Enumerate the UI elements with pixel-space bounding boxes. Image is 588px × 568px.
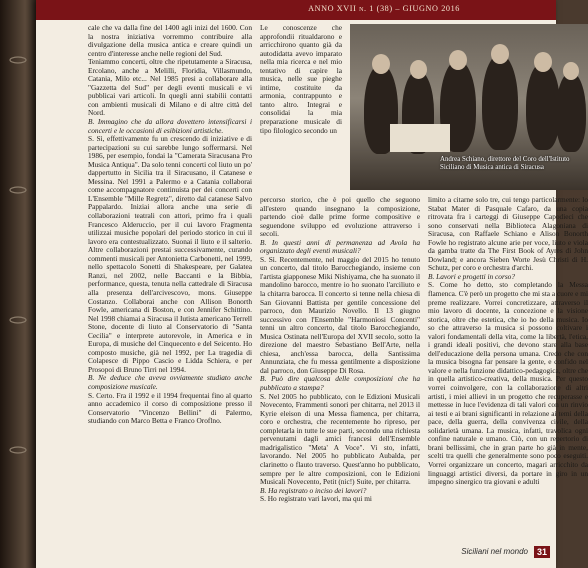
music-score-sheet [390, 124, 450, 152]
text-column-2 [260, 196, 420, 504]
text-column-2-top [260, 24, 342, 135]
magazine-page [36, 0, 588, 568]
page-header [36, 0, 556, 20]
choir-member-face [410, 60, 427, 79]
paragraph: S. Sì, effettivamente fu un crescendo di iniziative e di partecipazioni su cui sarebbe lungo soffermarsi. Nel 1986, per esempio, fondai la "Camerata Siracusana Pro Musica Antiqua". Da solo tenni concerti col liuto un po' dappertutto in Sicilia tra il Siracusano, il Catanese e Messina. Nel 1991 a Palermo e a Catania collaborai come accompagnatore continuista per dei concerti con L'Ensemble "Mille Regretz", diretto dal catanese Salvo Pappalardo. Iniziai allora anche una serie di collaborazioni teatrali con attori, primo fra i quali Francesco Alderuccio, per il cui lavoro Fragmenta utilizzai musiche popolari del periodo storico in cui il lavoro era contestualizzato. Suonai il liuto e il salterio. Altre collaborazioni prestai successivamente, curando commenti musicali per Antonietta Carbonetti, nel 1999, nello spettacolo Sonetti di Shakespeare, per Galatea Ranzi, nel 2002, nelle Baccanti e la Bibbia, performance, questa, tenuta nella cattedrale di Siracusa alla presenza dell'arcivescovo, mons. Giuseppe Costanzo. Collaborai anche con Allison Bonorth Fowle, americana di Boston, e con Jennifer Schittino. Nel 1998 chiamai a Siracusa il Iutista americano Terrell Stone, docente di liuto al Conservatorio di "Santa Cecilia" e interprete autorevole, in America e in Europa, di musiche del Cinquecento e del Seicento. Ho composto musiche, già nel 1992, per La tragedia di Colapesce di Pippo Cascio e Lidda Schiera, e per Prosopoi di Bruno Tirri nel 1994. [88, 134, 252, 374]
paragraph: cale che va dalla fine del 1400 agli inizi del 1600. Con la nostra iniziativa vorremmo contribuire alla divulgazione della musica antica e creare quindi un centro d'interesse anche nelle regioni del Sud. [88, 23, 252, 58]
choir-member-face [534, 52, 552, 72]
choir-member [556, 72, 586, 152]
interview-question: B. In questi anni di permanenza ad Avola ha organizzato degli eventi musicali? [260, 237, 420, 256]
paragraph: limito a citarne solo tre, cui tengo particolarmente: lo Stabat Mater di Pasquale Cafaro, da una copia ritrovata fra i carteggi di Giuseppe Capodieci che sono conservati nella Biblioteca Alagoniana di Siracusa, con Raffaele Schiano e Alison Bonorth Fowle ho registrato alcune arie per voce, liuto e viola da gamba tratte da The First Book of Ayres di John Dowland; e ancora Sieben Worte Jesù Christi di H. Schutz, per coro e orchestra d'archi. [428, 195, 588, 273]
photo-caption: Andrea Schiano, direttore del Coro dell'Istituto Siciliano di Musica antica di Siracusa [440, 156, 570, 172]
choir-member [482, 54, 518, 150]
choir-member-face [491, 44, 509, 64]
interview-question: B. Può dire qualcosa delle composizioni che ha pubblicato a stampa? [260, 374, 420, 393]
paragraph: S. Certo. Fra il 1992 e il 1994 frequentai fino al quarto anno accademico il corso di composizione presso il Conservatorio "Vincenzo Bellini" di Palermo, studiando con Marco Betta e Franco Oroflno. [88, 390, 252, 426]
paragraph: Le conoscenze che approfondii ritualdarono e arricchirono quanto già da autodidatta avevo imparato nella mia ricerca e nel mio tentativo di capire la musica, nelle sue pieghe intime, costituite da armonia, contrappunto e tanto altro. Integrai e consolidai la mia preparazione musicale di tipo filologico secondo un [260, 23, 342, 135]
paragraph: S. Nel 2005 ho pubblicato, con le Edizioni Musicali Novecento, Frammenti sonori per chitarra, nel 2013 il Kyrie eleison di una Messa fiamenca, per chitarra, coro e orchestra, che recentemente ho ripreso, per completarla in tutte le sue parti, secondo una richiesta pervenutami dagli amici francesi dell'Ensemble madrigalistico "Meta' A Voce". Vi sto, infatti, lavorando. Nel 2005 ho pubblicato Aubalda, per clarinetto o flauto traverso. Quest'anno ho pubblicato, sempre per le altre composizioni, con le Edizioni Musicali Novecento, Petit (nic!) Suite, per chitarra. [260, 391, 420, 487]
choir-member-face [372, 54, 390, 74]
paragraph: S. Come ho detto, sto completando la Messa flamenca. C'è però un progetto che mi sta a cuore e mi preme realizzare. Vorrei concretizzare, attraverso il mio lavoro di docente, la concezione e la visione storica, oltre che estetica, che io ho della musica. Io so che attraverso la musica si possono coltivare i valori fondamentali della vita, come la libertà, l'etica, i grandi ideali positivi, che devono stare alla base dell'educazione della persona umana. Credo che con la musica bisogna far pensare la gente, e confido nel valore e nella funzione didattico-pedagogica, oltre che in quella artistico-creativa, della musica. Per questo vorrei coinvolgere, con la collaborazione di altri artisti, i miei allievi in un progetto che recuperasse e mettesse in luce l'evidenza di tali valori con un rinvio ai testi e ai brani significanti in relazione ai temi della pace, della guerra, della convivenza civile, della solidarietà umana. La musica, infatti, travolica ogni confine naturale e umano. Ciò, con un repertorio di brani bellissimi, che in gran parte ho già in mente, scelti tra quelli che generalmente sono poco eseguiti. Vorrei organizzare un concerto, magari arricchito da linguaggi artistici diversi, da portare in giro in un impegno sinergico tra giovani e adulti [428, 280, 588, 487]
interview-question: B. Ha registrato o inciso dei lavori? [260, 485, 367, 495]
text-column-3 [428, 196, 588, 487]
page-footer [406, 546, 556, 560]
paragraph: S. Sì. Recentemente, nel maggio del 2015 ho tenuto un concerto, dal titolo Barocchegiando, insieme con l'artista giapponese Miki Nishiyama, che ha suonato il mandolino barocco, mentre io ho suonato l'arciliuto e la chitarra barocca. Il concerto si tenne nella chiesa di San Giovanni Battista per gentile concessione del parroco, don Maurizio Novello. Il 13 giugno successivo con l'Ensemble "Harmonìosi Concenti" tenni un altro concerto, dal titolo Barocchegiando, Musica Ostinata nell'Europa del XVII secolo, sotto la direzione del maestro Sebastiano Bell'Arte, nella chiesa, anch'essa barocca, della Santissima Annunziata, che fu messa gentilmente a disposizione dal parroco, don Giuseppe Di Rosa. [260, 254, 420, 375]
choir-photo [350, 24, 588, 190]
interview-question: B. Lavori e progetti in corso? [428, 271, 516, 281]
paragraph: percorso storico, che è poi quello che seguono all'estero quando insegnano la composizione, partendo cioè dalle prime forme compositive e seguendone sviluppo ed evoluzione attraverso i secoli. [260, 195, 420, 239]
paragraph: S. Ho registrato vari lavori, ma qui mi [260, 494, 372, 504]
choir-member-face [563, 62, 579, 80]
page-binding [0, 0, 36, 568]
paragraph: Teniammo concerti, oltre che ripetutamente a Siracusa, Ercolano, anche a Melilli, Floridia, Villasmundo, Catania, Milo etc... Nel 1985 presi a collaborare alla "Gazzetta del Sud" per degli eventi musicali e vi pubblicai vari articoli. In quegli anni stabilii contatti con ambienti musicali di Milano e di altre città del Nord. [88, 57, 252, 118]
magazine-title: Siciliani nel mondo [461, 547, 528, 556]
page-number: 31 [534, 546, 550, 558]
text-column-1 [88, 24, 252, 426]
interview-question: B. Ne deduce che aveva ovviamente studiato anche composizione musicale. [88, 373, 252, 391]
binding-rings [6, 0, 30, 568]
interview-question: B. Immagino che da allora dovettero intensificarsi i concerti e le occasioni di esibizioni artistiche. [88, 117, 252, 135]
choir-member [526, 62, 560, 150]
issue-label: ANNO XVII n. 1 (38) – GIUGNO 2016 [308, 4, 460, 13]
choir-member-face [449, 50, 467, 70]
